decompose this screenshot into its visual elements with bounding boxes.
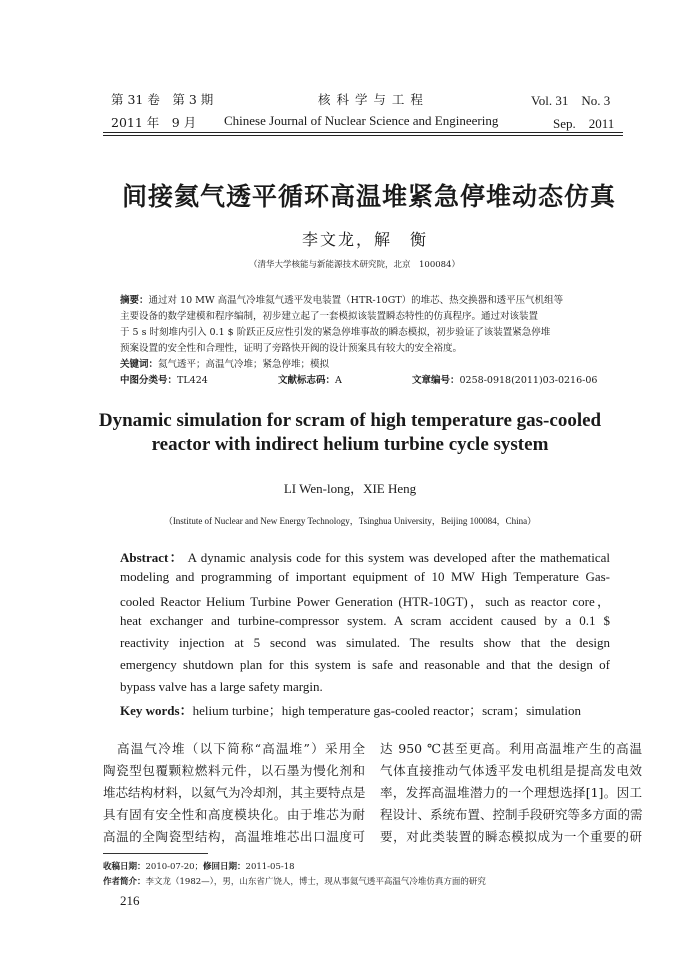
body-right-line: 要，对此类装置的瞬态模拟成为一个重要的研: [380, 829, 642, 844]
abstract-en-line: heat exchanger and turbine-compressor system. A scram accident caused by a 0.1 $: [120, 613, 610, 628]
body-left-line: 堆芯结构材料，以氦气为冷却剂，其主要特点是: [103, 785, 366, 800]
header-journal-cn: 核 科 学 与 工 程: [318, 92, 424, 107]
article-number-label: 文章编号：: [412, 375, 460, 386]
footnote-author: [103, 875, 486, 887]
abstract-cn-text: 通过对 10 MW 高温气冷堆氦气透平发电装置（HTR-10GT）的堆芯、热交换器和透平压气机组等: [148, 295, 564, 306]
body-right-line: 气体直接推动气体透平发电机组是提高发电效: [380, 763, 642, 778]
body-right-line: 达 950 ℃甚至更高。利用高温堆产生的高温: [380, 741, 642, 756]
document-code-label: 文献标志码：: [278, 375, 336, 386]
body-left-line: 具有固有安全性和高度模块化。由于堆芯为耐: [103, 807, 365, 822]
clc-value: TL424: [177, 375, 208, 386]
clc-label: 中图分类号：: [120, 375, 178, 386]
abstract-cn-line: 预案设置的安全性和合理性，证明了旁路快开阀的设计预案具有较大的安全裕度。: [120, 343, 463, 354]
abstract-cn-label: 摘要：: [120, 295, 149, 306]
clc-number: [120, 372, 208, 386]
author-bio-label: 作者简介：: [103, 877, 146, 887]
page-number: 216: [120, 893, 140, 908]
article-number: [412, 372, 597, 386]
revised-date: 2011-05-18: [245, 862, 295, 872]
header-date-en: Sep. 2011: [553, 116, 615, 131]
header-rule: [103, 132, 623, 133]
footnote-dates: [103, 860, 295, 872]
body-left-line: 高温气冷堆（以下简称“高温堆”）采用全: [117, 741, 365, 756]
title-en-line1: Dynamic simulation for scram of high temperature gas-cooled: [98, 410, 602, 431]
keywords-cn: [120, 356, 329, 370]
abstract-cn-line: [120, 292, 563, 306]
authors-cn: 李文龙，解 衡: [302, 230, 429, 249]
header-rule-thin: [103, 135, 623, 136]
abstract-cn-line: 于 5 s 时刻堆内引入 0.1 $ 阶跃正反应性引发的紧急停堆事故的瞬态模拟，初步验证了该装置紧急停堆: [120, 327, 551, 338]
received-date: 2010-07-20；: [145, 862, 204, 872]
keywords-en: [120, 700, 610, 719]
header-volume-cn: 第 31 卷 第 3 期: [111, 92, 214, 107]
keywords-en-text: helium turbine；high temperature gas-cooled reactor；scram；simulation: [192, 703, 582, 718]
body-right-line: 程设计、系统布置、控制手段研究等多方面的需: [380, 807, 643, 822]
abstract-en-line: emergency shutdown plan for this system is safe and reasonable and that the design of: [120, 657, 610, 672]
body-left-line: 陶瓷型包覆颗粒燃料元件，以石墨为慢化剂和: [103, 763, 365, 778]
header-date-cn: 2011 年 9 月: [111, 115, 197, 130]
abstract-en-line: cooled Reactor Helium Turbine Power Generation (HTR-10GT)，such as reactor core，: [120, 594, 610, 609]
title-cn: 间接氦气透平循环高温堆紧急停堆动态仿真: [122, 182, 617, 211]
abstract-en-line: [120, 547, 610, 566]
keywords-en-label: Key words：: [120, 703, 193, 718]
article-number-value: 0258-0918(2011)03-0216-06: [459, 375, 598, 386]
received-label: 收稿日期：: [103, 862, 146, 872]
abstract-en-line: bypass valve has a large safety margin.: [120, 679, 323, 694]
header-journal-en: Chinese Journal of Nuclear Science and Engineering: [224, 113, 499, 128]
affiliation-cn: （清华大学核能与新能源技术研究院，北京 100084）: [249, 260, 460, 270]
title-en-line2: reactor with indirect helium turbine cycle system: [151, 434, 549, 455]
abstract-en-line: reactivity injection at 5 second was simulated. The results show that the design: [120, 635, 610, 650]
body-right-line: 率，发挥高温堆潜力的一个理想选择[1]。因工: [380, 785, 642, 800]
abstract-en-text: A dynamic analysis code for this system was developed after the mathematical: [187, 550, 610, 565]
document-code-value: A: [335, 375, 342, 386]
abstract-en-label: Abstract：: [120, 550, 184, 565]
keywords-cn-text: 氦气透平；高温气冷堆；紧急停堆；模拟: [158, 359, 330, 370]
keywords-cn-label: 关键词：: [120, 359, 159, 370]
body-left-line: 高温的全陶瓷型结构，高温堆堆芯出口温度可: [103, 829, 365, 844]
header-volume-en: Vol. 31 No. 3: [531, 93, 611, 108]
affiliation-en: （Institute of Nuclear and New Energy Technology，Tsinghua University，Beijing 100084，China）: [163, 516, 537, 526]
document-code: [278, 372, 342, 386]
author-bio: 李文龙（1982—），男，山东省广饶人，博士，现从事氦气透平高温气冷堆仿真方面的研究: [145, 877, 486, 887]
abstract-en-line: modeling and programming of important equipment of 10 MW High Temperature Gas-: [120, 569, 610, 584]
abstract-cn-line: 主要设备的数学建模和程序编制，初步建立起了一套模拟该装置瞬态特性的仿真程序。通过对该装置: [120, 311, 539, 322]
revised-label: 修回日期：: [203, 862, 246, 872]
authors-en: LI Wen-long，XIE Heng: [283, 481, 417, 496]
footnote-rule: [103, 853, 208, 854]
